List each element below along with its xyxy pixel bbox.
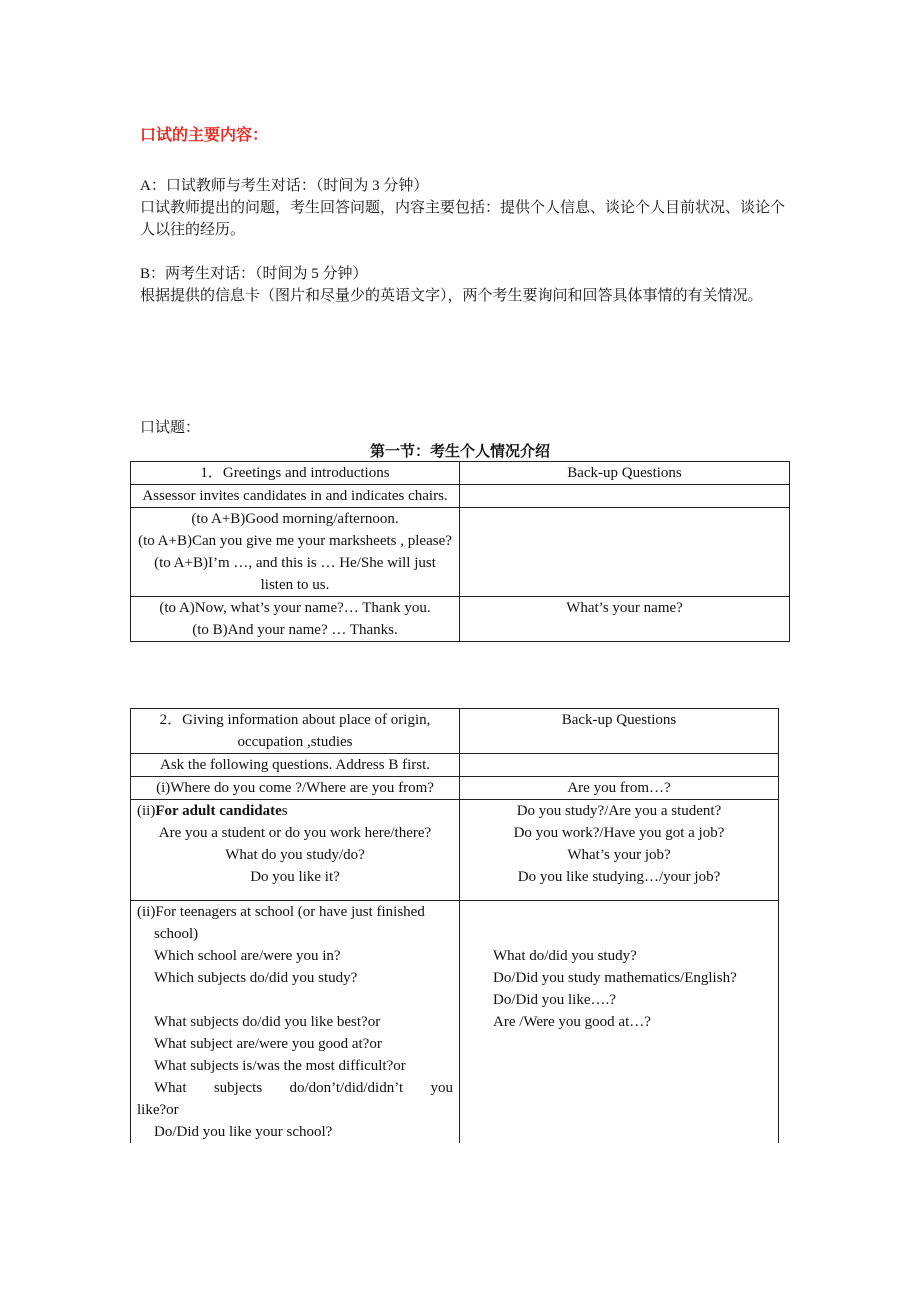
table-line: Do you like it? [250, 869, 340, 885]
table-line: Are you a student or do you work here/there? [158, 825, 432, 841]
table1-row1-right [460, 485, 790, 508]
table-line: Do you like studying…/your job? [517, 869, 721, 885]
table-line: (to A+B)Can you give me your marksheets , please? [138, 533, 452, 549]
table2-row3-left [131, 800, 460, 901]
blank-line [137, 989, 453, 1011]
table-line: school) [154, 926, 199, 942]
word: subjects [213, 1080, 263, 1096]
table2-row3-right [460, 800, 779, 901]
table-line: Do you work?/Have you got a job? [513, 825, 725, 841]
row-bold-label: For adult candidate [155, 803, 282, 819]
table2-row1-left: Ask the following questions. Address B first. [131, 754, 460, 777]
table-line: (to A+B)I’m …, and this is … He/She will just listen to us. [154, 555, 436, 593]
origin-occupation-table [130, 708, 779, 1143]
table1-row1-left: Assessor invites candidates in and indicates chairs. [131, 485, 460, 508]
row-suffix: s [281, 803, 288, 819]
table2-row2-left: (i)Where do you come ?/Where are you from? [131, 777, 460, 800]
table1-row3-right: What’s your name? [460, 597, 790, 642]
table-line: (to B)And your name? … Thanks. [192, 622, 398, 638]
exam-label: 口试题： [140, 420, 201, 436]
part-b-title: B：两考生对话：（时间为 5 分钟） [140, 266, 368, 282]
table-line: What do you study/do? [225, 847, 365, 863]
table-row [131, 800, 779, 901]
table-line: What subject are/were you good at?or [154, 1036, 382, 1052]
table-line: (to A+B)Good morning/afternoon. [191, 511, 399, 527]
main-heading: 口试的主要内容： [140, 125, 269, 144]
table2-row4-right [460, 901, 779, 1144]
table1-header-right: Back-up Questions [460, 462, 790, 485]
table-row [131, 508, 790, 597]
part-a-body: 口试教师提出的问题，考生回答问题，内容主要包括：提供个人信息、谈论个人目前状况、谈论个人以往的经历。 [140, 200, 786, 238]
table-line: Do/Did you study mathematics/English? [493, 970, 737, 986]
table-line [137, 1077, 453, 1099]
table-line: like?or [137, 1102, 179, 1118]
table-row [131, 901, 779, 1144]
table-line: What’s your job? [567, 847, 671, 863]
table-line: Are /Were you good at…? [493, 1014, 651, 1030]
table-row [131, 462, 790, 485]
table1-row2-right [460, 508, 790, 597]
table-row [131, 485, 790, 508]
word: you [430, 1080, 453, 1096]
table1-header-left: 1．Greetings and introductions [131, 462, 460, 485]
table-line: (ii)For teenagers at school (or have just finished [137, 904, 425, 920]
table-line: What subjects is/was the most difficult?or [154, 1058, 406, 1074]
table-line: (to A)Now, what’s your name?… Thank you. [159, 600, 431, 616]
table-line: Do you study?/Are you a student? [516, 803, 722, 819]
part-b-body: 根据提供的信息卡（图片和尽量少的英语文字），两个考生要询问和回答具体事情的有关情况。 [140, 288, 763, 304]
word: do/don’t/did/didn’t [289, 1080, 404, 1096]
section-title: 第一节：考生个人情况介绍 [369, 444, 550, 460]
table-row [131, 597, 790, 642]
table-line: Which subjects do/did you study? [154, 970, 358, 986]
table-line: Do/Did you like….? [493, 992, 616, 1008]
table-line: What do/did you study? [493, 948, 637, 964]
table-row [131, 777, 779, 800]
blank-line [493, 901, 772, 945]
table-row [131, 709, 779, 754]
greetings-table [130, 461, 790, 642]
table1-row3-left [131, 597, 460, 642]
table-line [137, 800, 453, 822]
table2-row4-left [131, 901, 460, 1144]
table-line: Do/Did you like your school? [154, 1124, 333, 1140]
table-line: What subjects do/did you like best?or [154, 1014, 381, 1030]
table-line: Which school are/were you in? [154, 948, 341, 964]
table-row [131, 754, 779, 777]
table2-row1-right [460, 754, 779, 777]
word: What [154, 1080, 187, 1096]
table1-row2-left [131, 508, 460, 597]
part-a-title: A：口试教师与考生对话：（时间为 3 分钟） [140, 178, 429, 194]
row-prefix: (ii) [137, 803, 156, 819]
table2-header-right: Back-up Questions [460, 709, 779, 754]
table2-header-left: 2．Giving information about place of origin, occupation ,studies [131, 709, 460, 754]
table2-row2-right: Are you from…? [460, 777, 779, 800]
